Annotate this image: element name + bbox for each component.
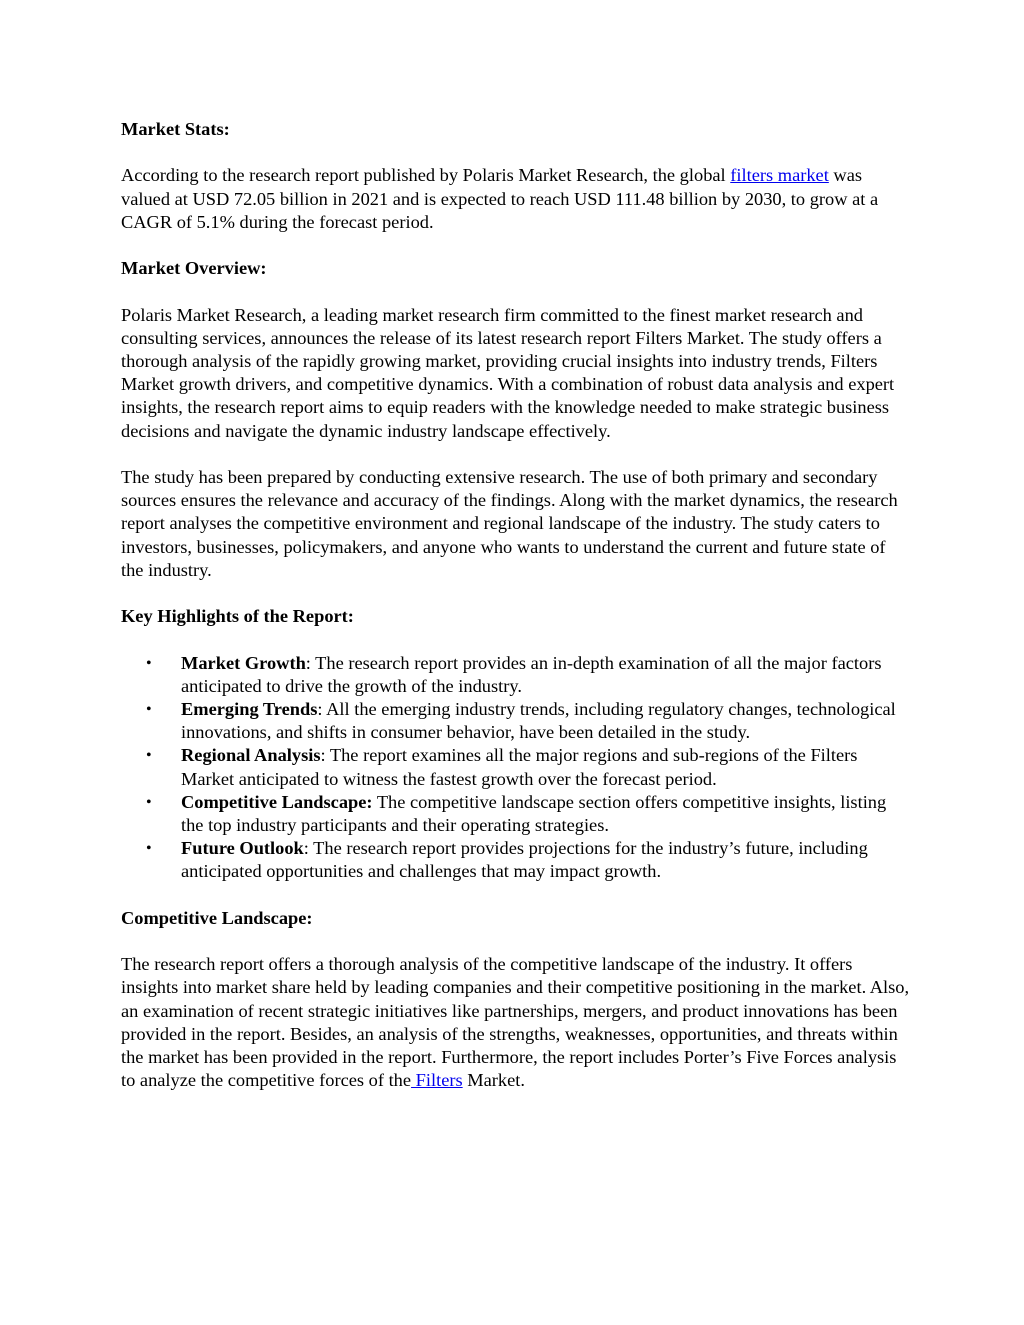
list-item	[146, 837, 911, 883]
list-item-separator: :	[320, 745, 330, 766]
list-item-text: The report examines all the major regions and sub-regions of the Filters Market anticipated to witness the fastest growth over the forecast period.	[181, 745, 858, 789]
list-item-text: The research report provides an in-depth examination of all the major factors anticipated to drive the growth of the industry.	[181, 652, 882, 696]
market-stats-text-before-link: According to the research report published by Polaris Market Research, the global	[121, 165, 731, 186]
bullet-icon: •	[146, 793, 152, 811]
list-item-text: The competitive landscape section offers competitive insights, listing the top industry participants and their operating strategies.	[181, 791, 887, 835]
market-overview-paragraph-2: The study has been prepared by conducting extensive research. The use of both primary and secondary sources ensures the relevance and accuracy of the findings. Along with the market dynamics, the research report analyses the competitive environment and regional landscape of the industry. The study caters to investors, businesses, policymakers, and anyone who wants to understand the current and future state of the industry.	[121, 466, 898, 580]
key-highlights-list	[121, 652, 911, 884]
list-item	[146, 698, 911, 744]
list-item-title: Competitive Landscape:	[181, 791, 373, 812]
list-item-text: The research report provides projections for the industry’s future, including anticipated opportunities and challenges that may impact growth.	[181, 838, 868, 882]
market-stats-heading: Market Stats:	[121, 119, 230, 139]
list-item-separator: :	[303, 838, 314, 859]
list-item-title: Future Outlook	[181, 838, 304, 859]
bullet-icon: •	[146, 700, 152, 718]
filters-market-link[interactable]: filters market	[730, 165, 829, 186]
bullet-icon: •	[146, 747, 152, 765]
list-item	[146, 652, 911, 698]
list-item-separator: :	[305, 652, 316, 673]
competitive-landscape-text-before-link: The research report offers a thorough analysis of the competitive landscape of the industry. It offers insights into market share held by leading companies and their competitive positioning in the market. Also, an examination of recent strategic initiatives like partnerships, mergers, and product innovations has been provided in the report. Besides, an analysis of the strengths, weaknesses, opportunities, and threats within the market has been provided in the report. Furthermore, the report includes Porter’s Five Forces analysis to analyze the competitive forces of the	[121, 954, 910, 1091]
list-item	[146, 744, 911, 790]
competitive-landscape-paragraph	[121, 953, 911, 1092]
list-item-title: Regional Analysis	[181, 745, 321, 766]
market-overview-heading: Market Overview:	[121, 258, 267, 279]
market-overview-paragraph-1: Polaris Market Research, a leading market research firm committed to the finest market research and consulting services, announces the release of its latest research report Filters Market. The study offers a thorough analysis of the rapidly growing market, providing crucial insights into industry trends, Filters Market growth drivers, and competitive dynamics. With a combination of robust data analysis and expert insights, the research report aims to equip readers with the knowledge needed to make strategic business decisions and navigate the dynamic industry landscape effectively.	[121, 304, 895, 441]
document-page	[121, 118, 911, 1116]
list-item-separator: :	[317, 698, 327, 719]
list-item	[146, 791, 911, 837]
competitive-landscape-text-after-link: Market.	[462, 1070, 525, 1091]
list-item-text: All the emerging industry trends, including regulatory changes, technological innovations, and shifts in consumer behavior, have been detailed in the study.	[181, 698, 896, 743]
filters-link[interactable]: Filters	[411, 1070, 463, 1091]
competitive-landscape-heading: Competitive Landscape:	[121, 907, 313, 928]
list-item-title: Emerging Trends	[181, 698, 318, 719]
list-item-title: Market Growth	[181, 652, 306, 673]
market-stats-paragraph	[121, 164, 911, 234]
bullet-icon: •	[146, 840, 152, 858]
key-highlights-heading: Key Highlights of the Report:	[121, 606, 354, 627]
market-stats-text-after-link: was valued at USD 72.05 billion in 2021 and is expected to reach USD 111.48 billion by 2030, to grow at a CAGR of 5.1% during the forecast period.	[121, 165, 879, 232]
bullet-icon: •	[146, 654, 152, 672]
